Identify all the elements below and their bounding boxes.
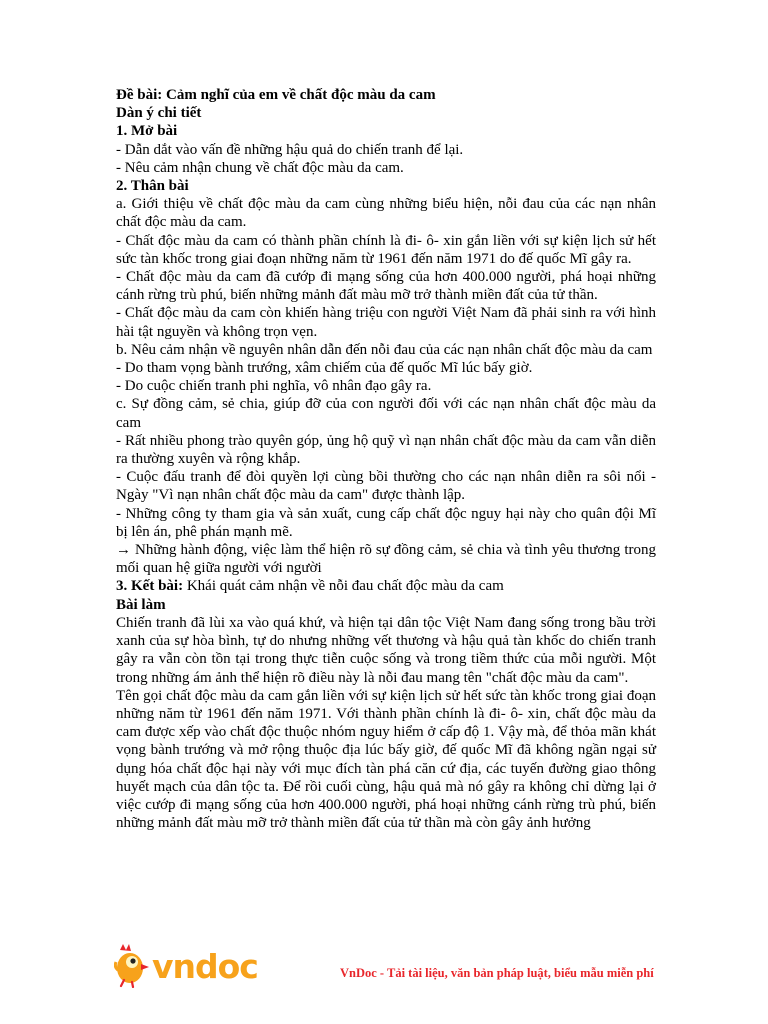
essay-paragraph: Tên gọi chất độc màu da cam gắn liền với sự kiện lịch sử hết sức tàn khốc trong giai đoạn những năm từ 1961 đến năm 1971. Với thành phần chính là đi- ô- xin, chất độc màu da cam được xếp vào chất độc thuộc nhóm nguy hiểm ở cấp độ 1. Vậy mà, để thỏa mãn khát vọng bành trướng và mở rộng thuộc địa lúc bấy giờ, đế quốc Mĩ đã không ngần ngại sử dụng hóa chất độc hại này với mục đích tàn phá căn cứ địa, các tuyến đường giao thông huyết mạch của dân tộc ta. Để rồi cuối cùng, hậu quả mà nó gây ra không chỉ dừng lại ở việc cướp đi mạng sống của hơn 400.000 người, phá hoại những cánh rừng trù phú, biến những mảnh đất màu mỡ trở thành miền đất của tử thần mà còn gây ảnh hưởng xyxy=(116,687,656,832)
doc-title: Đề bài: Cảm nghĩ của em về chất độc màu da cam xyxy=(116,87,436,103)
section-2-item: → Những hành động, việc làm thể hiện rõ sự đồng cảm, sẻ chia và tình yêu thương trong mối quan hệ giữa người với người xyxy=(116,542,656,577)
section-2-item: - Rất nhiều phong trào quyên góp, ủng hộ quỹ vì nạn nhân chất độc màu da cam vẫn diễn ra thường xuyên và rộng khắp. xyxy=(116,432,656,468)
outline-heading: Dàn ý chi tiết xyxy=(116,105,202,122)
section-2-heading: 2. Thân bài xyxy=(116,178,189,195)
page-footer xyxy=(0,942,768,992)
section-3-heading: 3. Kết bài: xyxy=(116,578,184,595)
essay-heading: Bài làm xyxy=(116,596,166,613)
section-3-line xyxy=(116,577,656,595)
essay-paragraph: Chiến tranh đã lùi xa vào quá khứ, và hiện tại dân tộc Việt Nam đang sống trong bầu trời xanh của sự hòa bình, tự do nhưng những vết thương và hậu quả tàn khốc do chiến tranh gây ra vẫn còn tồn tại trong thực tiễn cuộc sống và trong tiềm thức của mỗi người. Một trong những ám ảnh thể hiện rõ điều này là nỗi đau mang tên "chất độc màu da cam". xyxy=(116,614,656,686)
section-2-item: - Cuộc đấu tranh để đòi quyền lợi cùng bồi thường cho các nạn nhân diễn ra sôi nổi - Ngày "Vì nạn nhân chất độc màu da cam" được thành lập. xyxy=(116,469,656,504)
document-body xyxy=(116,86,656,832)
section-2-item: a. Giới thiệu về chất độc màu da cam cùng những biểu hiện, nỗi đau của các nạn nhân chất độc màu da cam. xyxy=(116,196,656,231)
section-2-item: c. Sự đồng cảm, sẻ chia, giúp đỡ của con người đối với các nạn nhân chất độc màu da cam xyxy=(116,396,656,431)
section-2-item: - Những công ty tham gia và sản xuất, cung cấp chất độc nguy hại này cho quân đội Mĩ bị lên án, phê phán mạnh mẽ. xyxy=(116,505,656,540)
section-1-item: - Nêu cảm nhận chung về chất độc màu da cam. xyxy=(116,159,404,176)
chicken-mascot-icon xyxy=(115,944,149,987)
section-2-item: - Chất độc màu da cam đã cướp đi mạng sống của hơn 400.000 người, phá hoại những cánh rừng trù phú, biến những mảnh đất màu mỡ trở thành miền đất của tử thần. xyxy=(116,269,656,304)
section-2-item: - Do tham vọng bành trướng, xâm chiếm của đế quốc Mĩ lúc bấy giờ. xyxy=(116,360,533,377)
section-2-item: - Do cuộc chiến tranh phi nghĩa, vô nhân đạo gây ra. xyxy=(116,378,432,395)
section-1-heading: 1. Mở bài xyxy=(116,123,178,140)
footer-tagline[interactable]: VnDoc - Tải tài liệu, văn bản pháp luật, biểu mẫu miễn phí xyxy=(340,966,654,980)
section-3-text: Khái quát cảm nhận về nỗi đau chất độc màu da cam xyxy=(183,578,504,595)
section-2-item: - Chất độc màu da cam còn khiến hàng triệu con người Việt Nam đã phải sinh ra với hình hài tật nguyền và không trọn vẹn. xyxy=(116,305,656,340)
vndoc-logo[interactable] xyxy=(114,942,264,988)
section-2-item: b. Nêu cảm nhận về nguyên nhân dẫn đến nỗi đau của các nạn nhân chất độc màu da cam xyxy=(116,341,653,358)
section-2-item: - Chất độc màu da cam có thành phần chính là đi- ô- xin gắn liền với sự kiện lịch sử hết sức tàn khốc trong giai đoạn những năm từ 1961 đến năm 1971 do đế quốc Mĩ gây ra. xyxy=(116,232,656,267)
section-1-item: - Dẫn dắt vào vấn đề những hậu quả do chiến tranh để lại. xyxy=(116,141,464,158)
logo-text: vndoc xyxy=(152,947,258,986)
